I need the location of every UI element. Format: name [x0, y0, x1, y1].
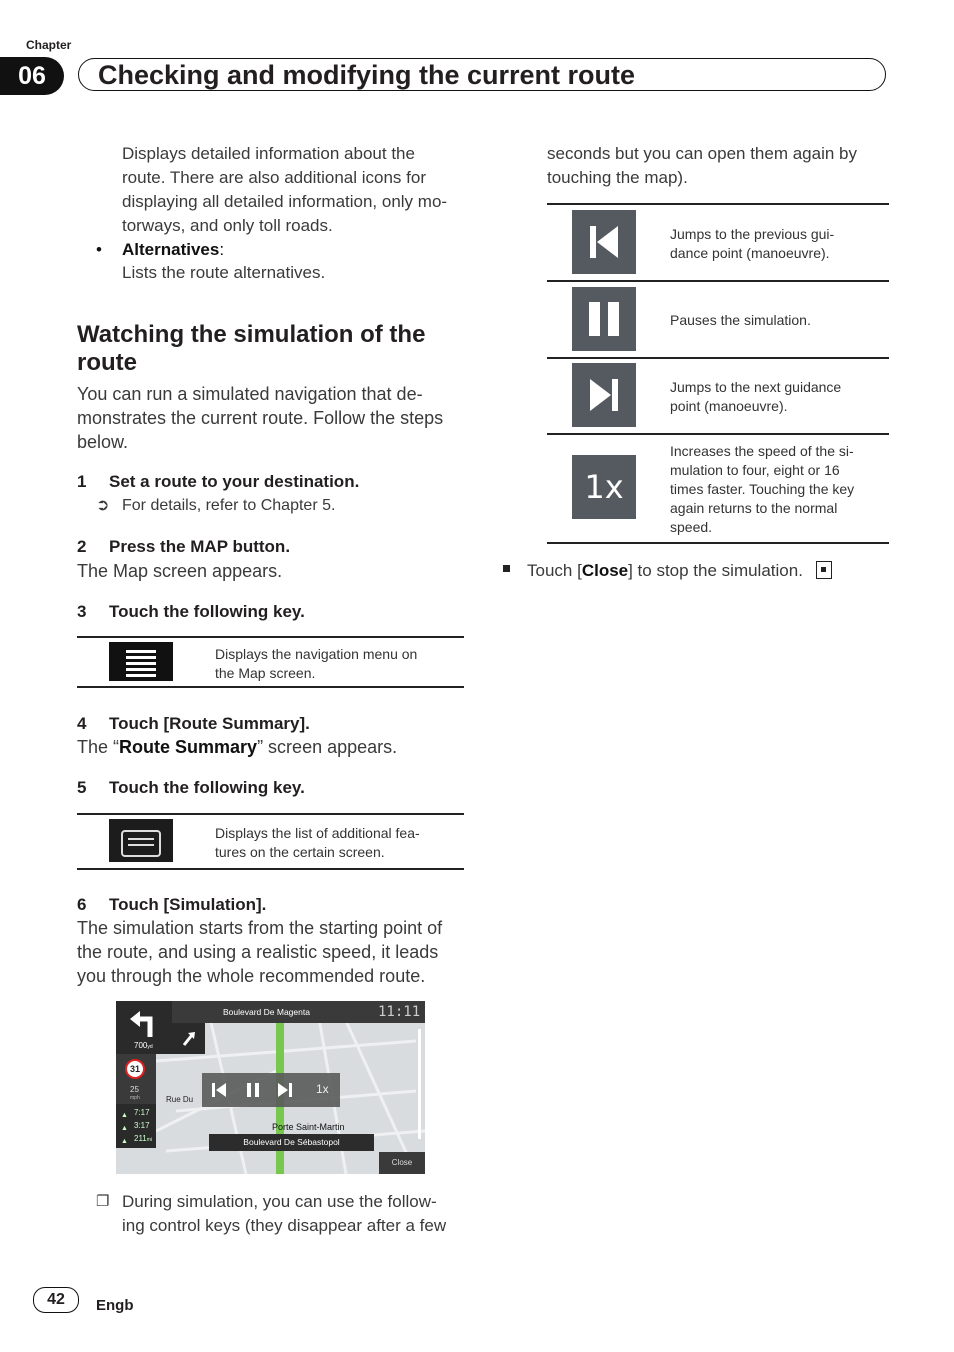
speed-description [670, 442, 854, 537]
desc-line: Displays the navigation menu on [215, 646, 418, 662]
step-2-number: 2 [77, 537, 87, 556]
more-features-icon [109, 819, 173, 862]
step-5-title: Touch the following key. [109, 778, 305, 797]
more-key [109, 819, 173, 862]
desc-line: mulation to four, eight or 16 [670, 462, 840, 478]
table-rule [547, 433, 889, 435]
next-turn-icon [172, 1023, 205, 1054]
desc-line: speed. [670, 519, 713, 535]
route-summary-label: Route Summary [119, 737, 258, 757]
next-icon [572, 363, 636, 427]
time-left: 3:17 [134, 1121, 150, 1130]
step-2-text: The Map screen appears. [77, 561, 283, 581]
note-line: ing control keys (they disappear after a few [122, 1216, 447, 1235]
close-button[interactable]: Close [379, 1152, 425, 1174]
bullet-colon: : [219, 240, 225, 259]
next-description [670, 378, 841, 416]
note-line: During simulation, you can use the follow- [122, 1192, 437, 1211]
section-heading-line: route [77, 349, 137, 376]
right-intro [547, 142, 857, 190]
page-number: 42 [33, 1287, 79, 1313]
speed-panel [116, 1054, 156, 1104]
simulation-note [122, 1190, 446, 1238]
step-6-line: The simulation starts from the starting point of [77, 918, 443, 938]
desc-line: dance point (manoeuvre). [670, 245, 830, 261]
bullet-dot: • [96, 240, 102, 259]
step-4-number: 4 [77, 714, 87, 733]
step-4-text [77, 735, 397, 759]
text-suffix: ” screen appears. [257, 737, 398, 757]
street-name-top: Boulevard De Magenta [223, 1007, 310, 1017]
trip-icons: ▲ ▲ ▲ [121, 1112, 128, 1145]
bullet-text: Lists the route alternatives. [122, 263, 326, 282]
text-prefix: The “ [77, 737, 120, 757]
current-speed: 25 [130, 1085, 139, 1094]
speed-key: 1x [572, 455, 636, 519]
section-intro-line: monstrates the current route. Follow the steps [77, 408, 444, 428]
intro-line: displaying all detailed information, only mo- [122, 192, 448, 211]
desc-line: Displays the list of additional fea- [215, 825, 420, 841]
section-heading-line: Watching the simulation of the [77, 321, 426, 348]
road-label: Rue Du [166, 1095, 194, 1104]
desc-line: Jumps to the previous gui- [670, 226, 835, 242]
next-icon[interactable] [276, 1081, 294, 1099]
table-rule [77, 686, 464, 688]
desc-line: tures on the certain screen. [215, 844, 385, 860]
chapter-label: Chapter [26, 38, 72, 52]
distance-left [134, 1134, 152, 1143]
distance-value: 700 [134, 1041, 148, 1050]
square-bullet-icon [503, 565, 510, 572]
section-heading [77, 321, 425, 377]
arrow-icon: ➲ [96, 497, 110, 514]
step-3-description [215, 645, 417, 683]
section-intro-line: below. [77, 432, 129, 452]
close-prefix: Touch [ [527, 561, 582, 580]
step-3-title: Touch the following key. [109, 602, 305, 621]
step-5-number: 5 [77, 778, 87, 797]
table-rule [547, 203, 889, 205]
menu-key [109, 642, 173, 681]
intro-line: torways, and only toll roads. [122, 216, 333, 235]
close-instruction [527, 559, 803, 583]
speed-button[interactable]: 1x [316, 1082, 329, 1096]
chapter-title: Checking and modifying the current route [98, 60, 636, 90]
desc-line: again returns to the normal [670, 500, 838, 516]
section-intro-line: You can run a simulated navigation that de- [77, 384, 423, 404]
right-intro-line: seconds but you can open them again by [547, 144, 857, 163]
eta: 7:17 [134, 1108, 150, 1117]
intro-line: route. There are also additional icons for [122, 168, 426, 187]
step-6-title: Touch [Simulation]. [109, 895, 267, 914]
distance-unit: yd [147, 1044, 153, 1050]
table-rule [547, 542, 889, 544]
simulation-controls [202, 1073, 340, 1107]
desc-line: Increases the speed of the si- [670, 443, 854, 459]
chapter-number: 06 [0, 57, 64, 95]
previous-key [572, 210, 636, 274]
street-name-bottom: Boulevard De Sébastopol [209, 1134, 374, 1151]
checkbox-icon: ❐ [96, 1193, 110, 1210]
section-intro [77, 382, 443, 454]
table-rule [77, 636, 464, 638]
pause-description: Pauses the simulation. [670, 312, 811, 328]
previous-icon[interactable] [210, 1081, 228, 1099]
right-intro-line: touching the map). [547, 168, 688, 187]
trip-panel [116, 1104, 156, 1148]
desc-line: point (manoeuvre). [670, 398, 788, 414]
table-rule [547, 357, 889, 359]
close-label: Close [581, 561, 629, 580]
table-rule [547, 280, 889, 282]
turn-distance [134, 1041, 153, 1050]
pause-key [572, 287, 636, 351]
previous-icon [572, 210, 636, 274]
step-2-title: Press the MAP button. [109, 537, 291, 556]
step-1-note: For details, refer to Chapter 5. [122, 497, 336, 514]
intro-paragraph [122, 142, 447, 238]
pause-icon[interactable] [244, 1081, 262, 1099]
previous-description [670, 225, 834, 263]
step-1-number: 1 [77, 472, 87, 491]
step-1-title: Set a route to your destination. [109, 472, 360, 491]
pause-icon [572, 287, 636, 351]
menu-icon [109, 642, 173, 681]
scroll-bar [418, 1029, 421, 1139]
desc-line: times faster. Touching the key [670, 481, 855, 497]
step-5-description [215, 824, 420, 862]
distance-left-value: 211 [134, 1134, 147, 1143]
step-6-number: 6 [77, 895, 87, 914]
clock: 11:11 [378, 1004, 421, 1020]
close-suffix: ] to stop the simulation. [628, 561, 803, 580]
bullet-alternatives [122, 238, 224, 262]
table-rule [77, 813, 464, 815]
step-4-title: Touch [Route Summary]. [109, 714, 310, 733]
bullet-title: Alternatives [122, 240, 220, 259]
next-key [572, 363, 636, 427]
language-code: Engb [96, 1297, 134, 1314]
step-6-line: you through the whole recommended route. [77, 966, 426, 986]
place-label: Porte Saint-Martin [272, 1122, 345, 1132]
desc-line: Jumps to the next guidance [670, 379, 842, 395]
desc-line: the Map screen. [215, 665, 316, 681]
distance-left-unit: mi [146, 1137, 153, 1143]
speed-limit-sign: 31 [125, 1059, 145, 1079]
step-6-line: the route, and using a realistic speed, it leads [77, 942, 439, 962]
step-6-text [77, 916, 442, 988]
next-turn-panel [172, 1023, 205, 1054]
intro-line: Displays detailed information about the [122, 144, 415, 163]
map-screenshot [116, 1001, 425, 1174]
turn-panel [116, 1001, 172, 1054]
step-3-number: 3 [77, 602, 87, 621]
end-mark-icon [816, 561, 832, 579]
table-rule [77, 868, 464, 870]
speed-unit: mph [130, 1095, 140, 1101]
